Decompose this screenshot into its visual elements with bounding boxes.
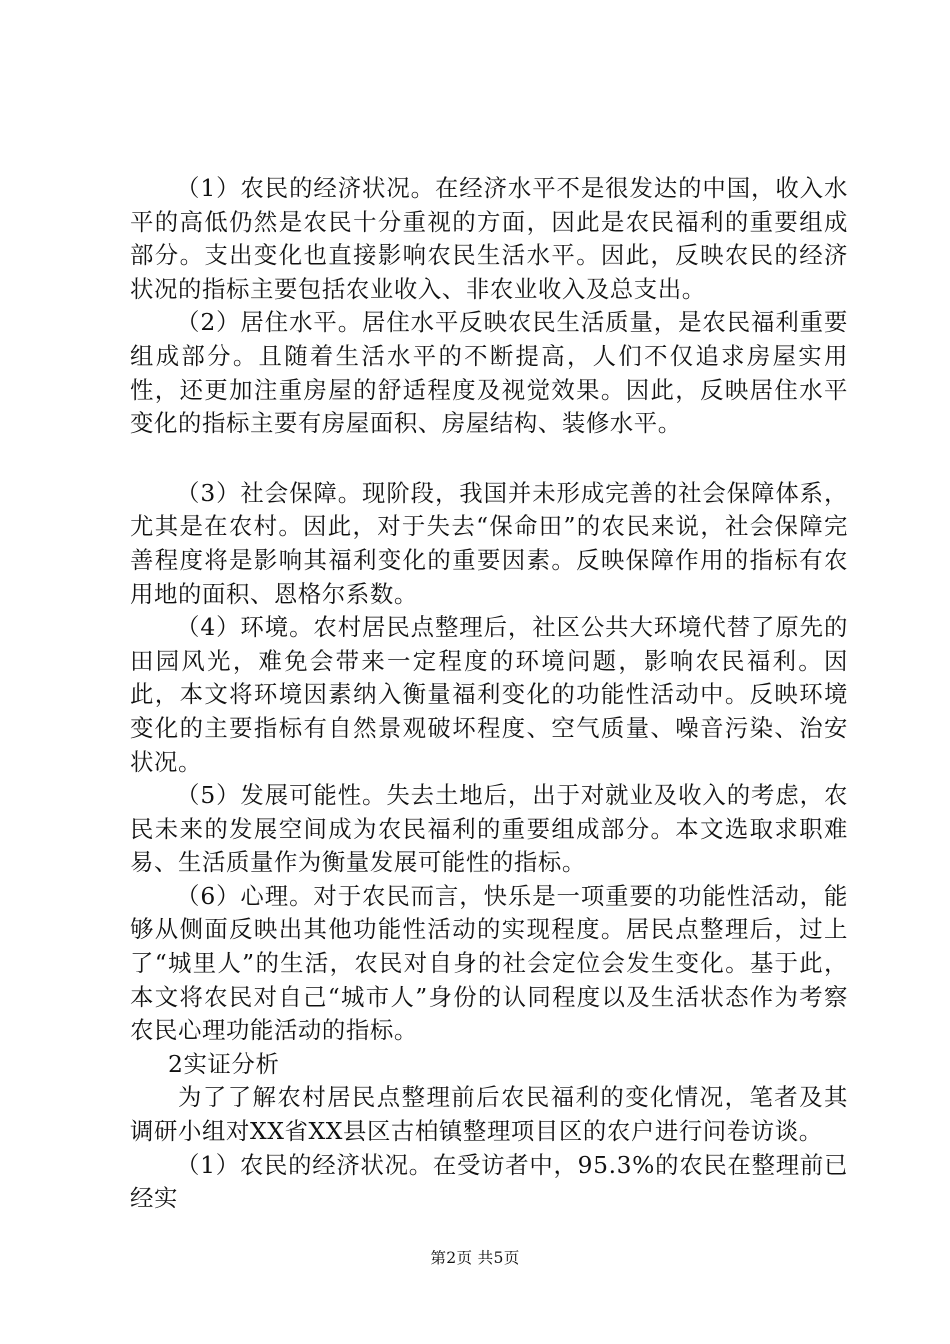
paragraph-economic-status-results: （1）农民的经济状况。在受访者中，95.3%的农民在整理前已经实 [130,1150,848,1213]
section-heading-empirical-analysis: 2实证分析 [168,1049,280,1078]
paragraph-environment: （4）环境。农村居民点整理后，社区公共大环境代替了原先的田园风光，难免会带来一定程度的环境问题，影响农民福利。因此，本文将环境因素纳入衡量福利变化的功能性活动中。反映环境变化的主要指标有自然景观破坏程度、空气质量、噪音污染、治安状况。 [130,613,848,776]
paragraph-housing-level: （2）居住水平。居住水平反映农民生活质量，是农民福利重要组成部分。且随着生活水平的不断提高，人们不仅追求房屋实用性，还更加注重房屋的舒适程度及视觉效果。因此，反映居住水平变化的指标主要有房屋面积、房屋结构、装修水平。 [130,308,848,438]
paragraph-psychology: （6）心理。对于农民而言，快乐是一项重要的功能性活动，能够从侧面反映出其他功能性活动的实现程度。居民点整理后，过上了“城里人”的生活，农民对自身的社会定位会发生变化。基于此，本文将农民对自己“城市人”身份的认同程度以及生活状态作为考察农民心理功能活动的指标。 [130,881,848,1045]
paragraph-economic-status: （1）农民的经济状况。在经济水平不是很发达的中国，收入水平的高低仍然是农民十分重视的方面，因此是农民福利的重要组成部分。支出变化也直接影响农民生活水平。因此，反映农民的经济状况的指标主要包括农业收入、非农业收入及总支出。 [130,174,848,303]
paragraph-survey-intro: 为了了解农村居民点整理前后农民福利的变化情况，笔者及其调研小组对XX省XX县区古柏镇整理项目区的农户进行问卷访谈。 [130,1083,848,1146]
paragraph-social-security: （3）社会保障。现阶段，我国并未形成完善的社会保障体系，尤其是在农村。因此，对于失去“保命田”的农民来说，社会保障完善程度将是影响其福利变化的重要因素。反映保障作用的指标有农用地的面积、恩格尔系数。 [130,478,848,608]
document-body [130,172,848,1216]
page-number-footer: 第2页 共5页 [430,1249,520,1267]
paragraph-gap [130,441,848,477]
paragraph-development: （5）发展可能性。失去土地后，出于对就业及收入的考虑，农民未来的发展空间成为农民福利的重要组成部分。本文选取求职难易、生活质量作为衡量发展可能性的指标。 [130,781,848,877]
